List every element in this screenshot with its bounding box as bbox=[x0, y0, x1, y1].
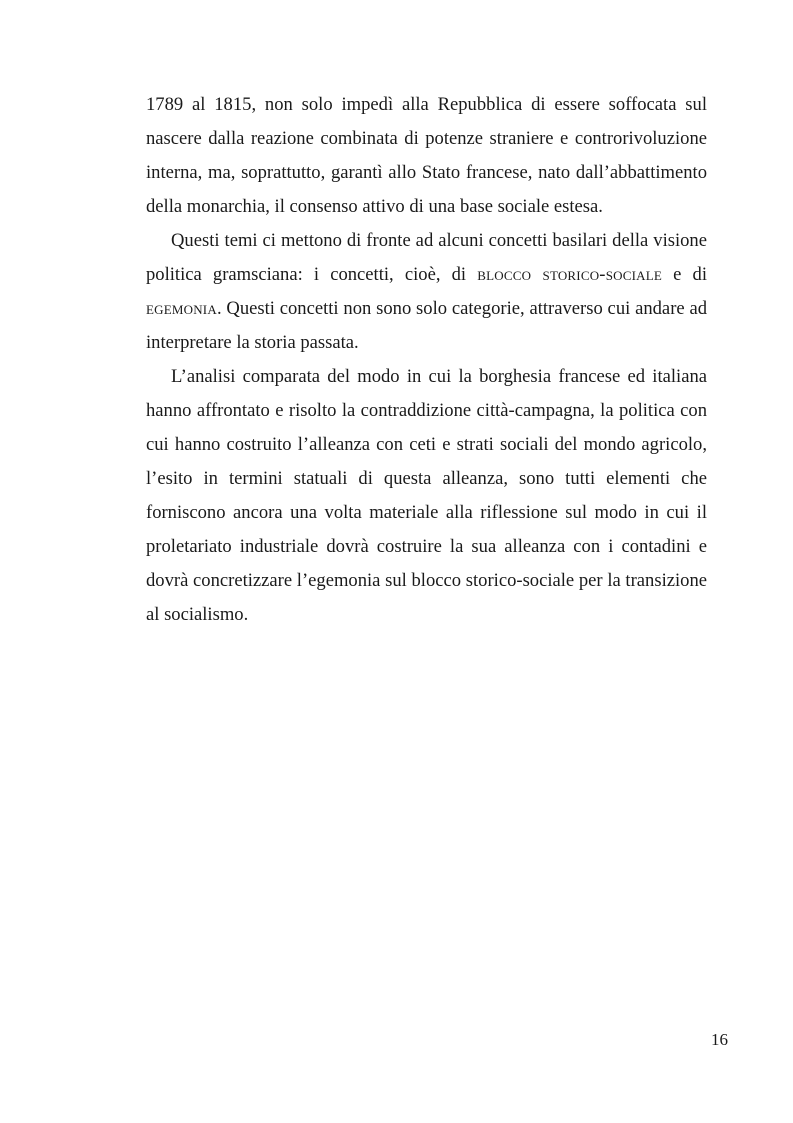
paragraph-3 bbox=[146, 360, 707, 632]
paragraph-1-text: 1789 al 1815, non solo impedì alla Repubblica di essere soffocata sul nascere dalla reazione combinata di potenze straniere e controrivoluzione interna, ma, soprattutto, garantì allo Stato francese, nato dall’abbattimento della monarchia, il consenso attivo di una base sociale estesa. bbox=[146, 94, 707, 217]
paragraph-2-text-b: e di bbox=[661, 264, 707, 285]
term-blocco-storico-sociale: blocco storico-sociale bbox=[477, 264, 662, 285]
paragraph-2-text-a: Questi temi ci mettono di fronte ad alcuni concetti basilari della visione politica gramsciana: i concetti, cioè, di bbox=[146, 230, 707, 285]
body-text bbox=[146, 88, 707, 632]
paragraph-2-text-c: . Questi concetti non sono solo categorie, attraverso cui andare ad interpretare la storia passata. bbox=[146, 298, 707, 353]
term-egemonia: egemonia bbox=[146, 298, 217, 319]
page-number: 16 bbox=[711, 1030, 728, 1049]
paragraph-3-text: L’analisi comparata del modo in cui la borghesia francese ed italiana hanno affrontato e risolto la contraddizione città-campagna, la politica con cui hanno costruito l’alleanza con ceti e strati sociali del mondo agricolo, l’esito in termini statuali di questa alleanza, sono tutti elementi che forniscono ancora una volta materiale alla riflessione sul modo in cui il proletariato industriale dovrà costruire la sua alleanza con i contadini e dovrà concretizzare l’egemonia sul blocco storico-sociale per la transizione al socialismo. bbox=[146, 366, 707, 625]
paragraph-1 bbox=[146, 88, 707, 224]
paragraph-2 bbox=[146, 224, 707, 360]
